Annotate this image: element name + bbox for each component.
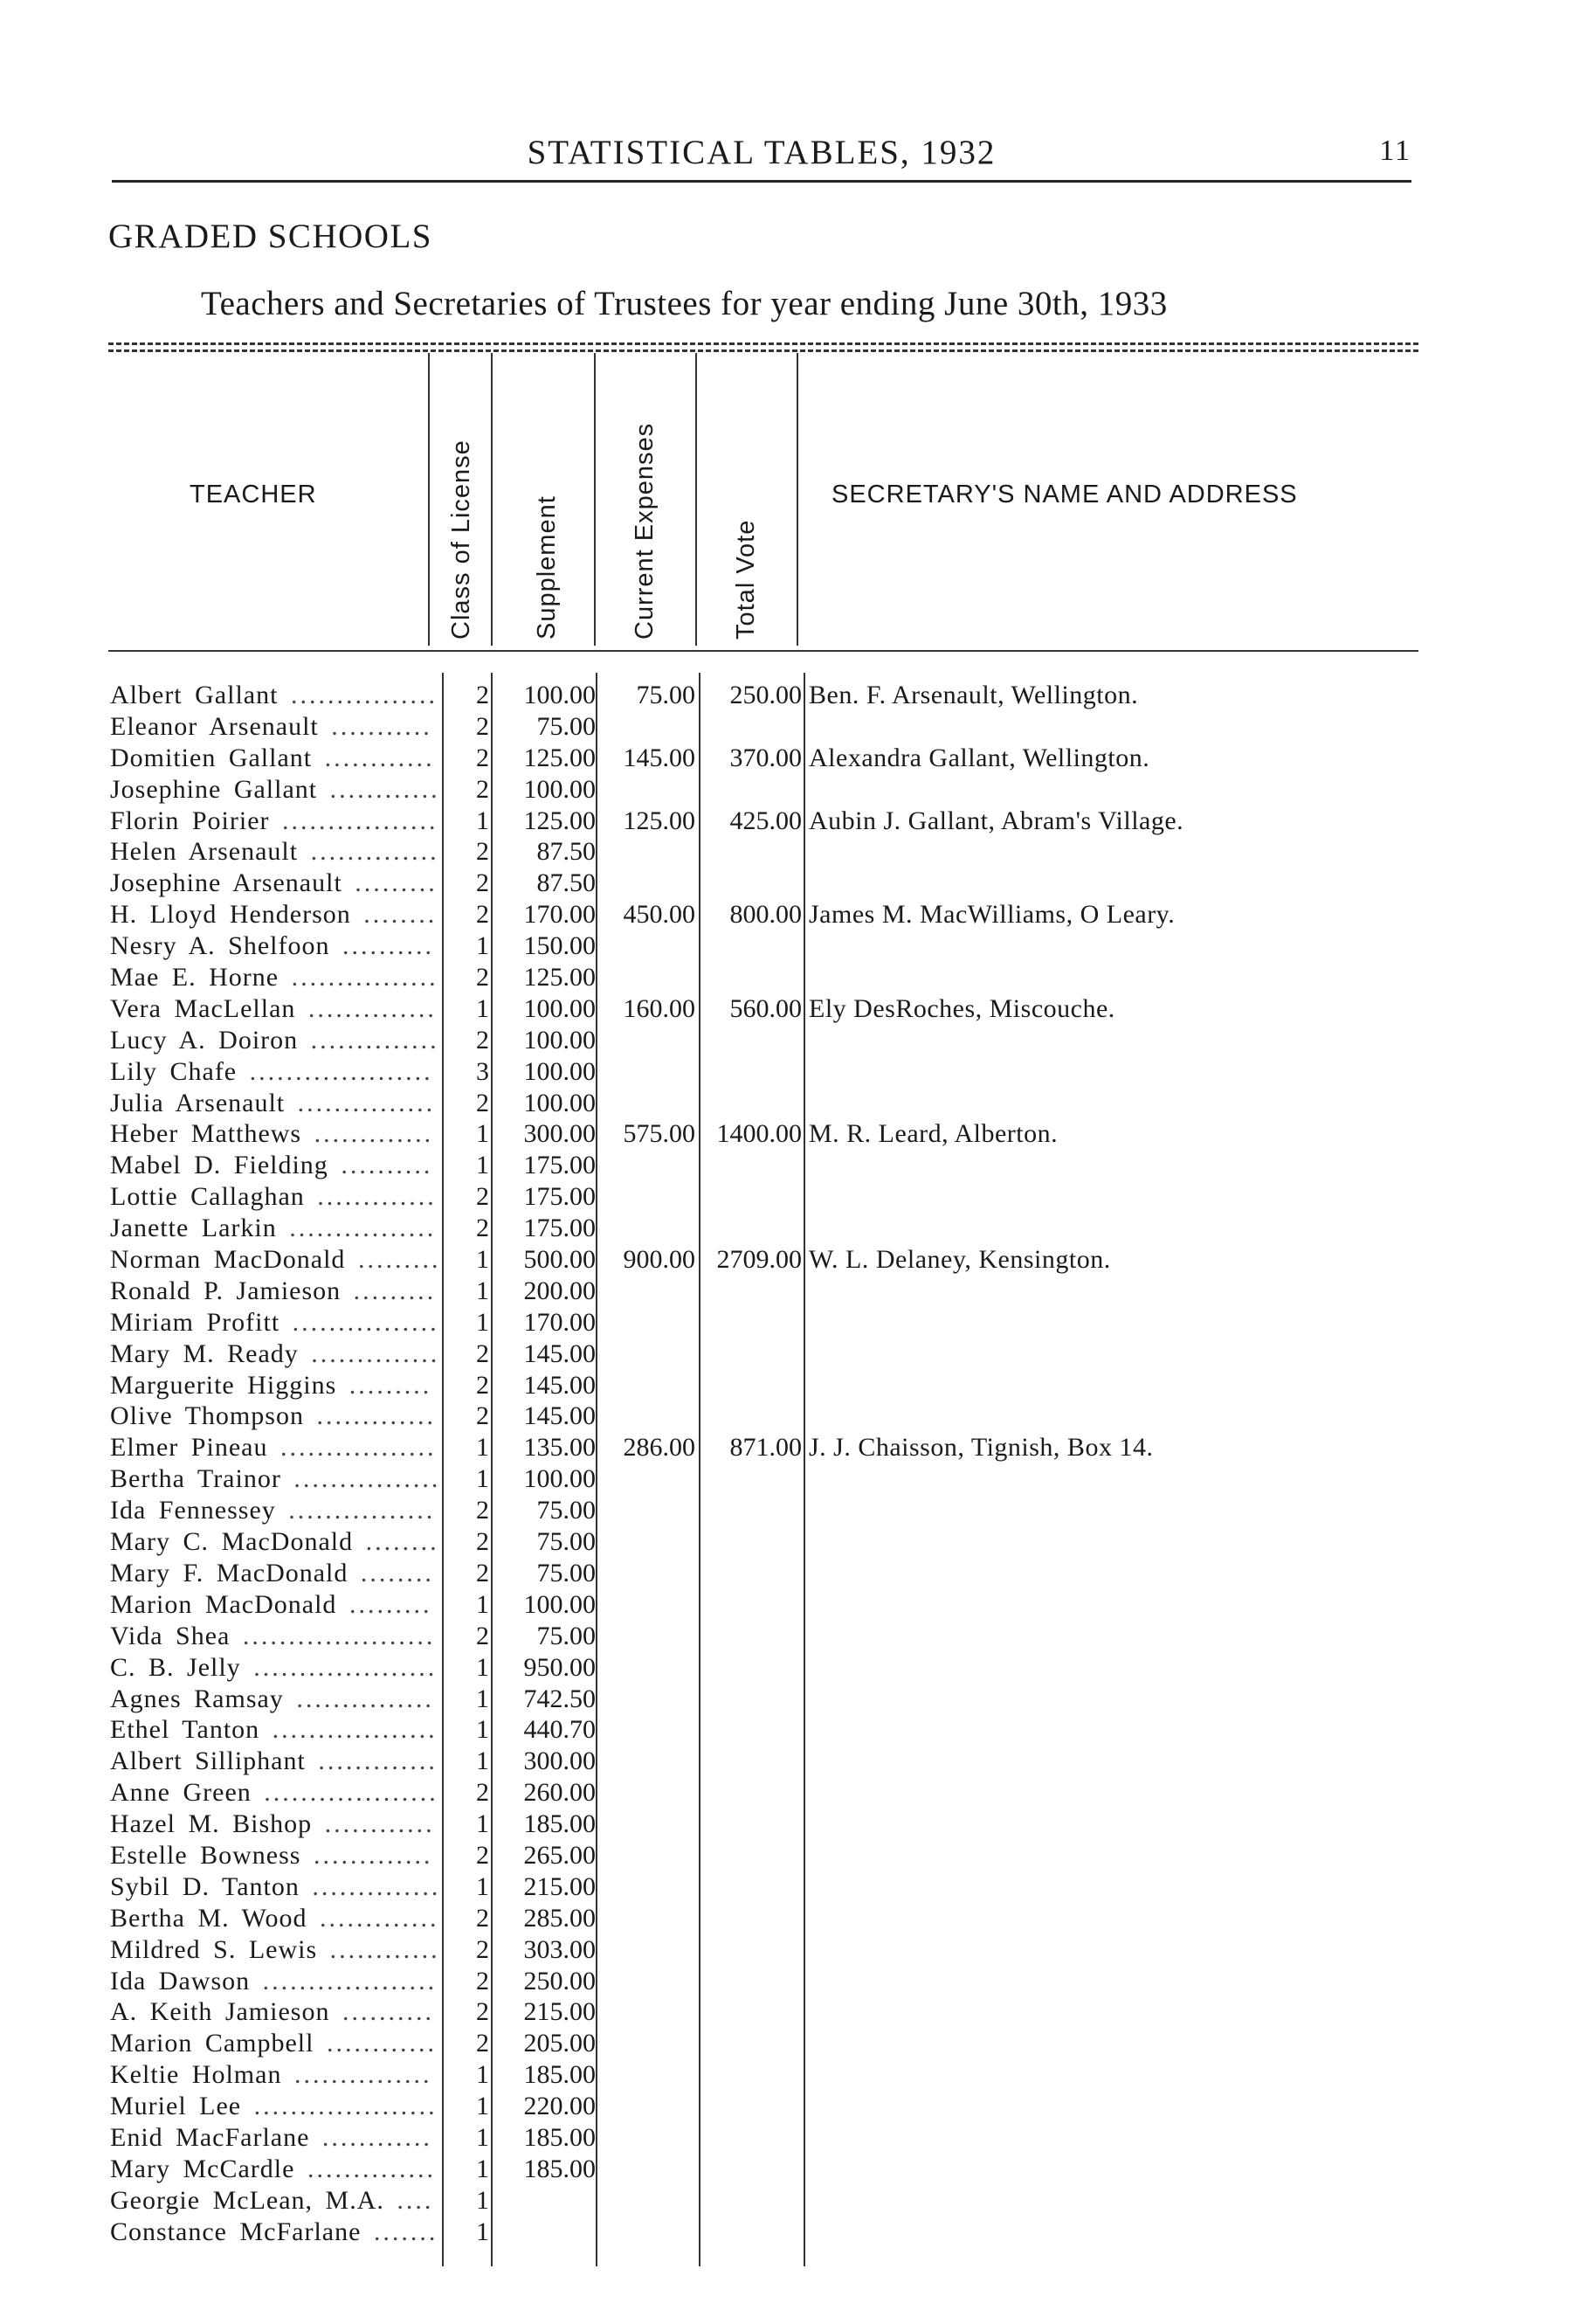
table-row xyxy=(0,1558,1594,1589)
header-rule-4 xyxy=(695,353,697,646)
dot-leader: ................ xyxy=(291,963,438,993)
teacher-name: Janette Larkin ................ xyxy=(110,1214,437,1243)
class-of-license-cell: 1 xyxy=(476,2122,489,2152)
running-head xyxy=(112,131,1411,183)
class-of-license-cell: 2 xyxy=(476,868,489,898)
dot-leader: .................... xyxy=(249,1056,433,1086)
dot-leader: .... xyxy=(397,2185,434,2215)
class-of-license-cell: 1 xyxy=(476,993,489,1023)
table-row xyxy=(0,1244,1594,1276)
teacher-name: Mae E. Horne ................ xyxy=(110,963,438,993)
supplement-cell: 87.50 xyxy=(536,868,596,898)
class-of-license-cell: 2 xyxy=(476,900,489,930)
dot-leader: ................. xyxy=(279,1433,437,1463)
table-row xyxy=(0,2028,1594,2059)
current-expenses-cell: 575.00 xyxy=(623,1119,695,1149)
dot-leader: .................... xyxy=(253,2092,438,2121)
teacher-name: Josephine Gallant ............ xyxy=(110,774,440,804)
dot-leader: ................ xyxy=(293,1464,440,1494)
supplement-cell: 100.00 xyxy=(523,681,596,709)
dot-leader: ................ xyxy=(289,1214,437,1243)
class-of-license-cell: 2 xyxy=(476,1966,489,1995)
table-row xyxy=(0,868,1594,899)
class-of-license-cell: 1 xyxy=(476,1715,489,1745)
teacher-name: Mary McCardle .............. xyxy=(110,2154,436,2183)
class-of-license-cell: 2 xyxy=(476,1934,489,1964)
table-row xyxy=(0,930,1594,962)
dot-leader: ................. xyxy=(282,806,438,835)
supplement-cell: 75.00 xyxy=(536,1621,596,1650)
teacher-name: A. Keith Jamieson .......... xyxy=(110,1997,434,2027)
teacher-name: Hazel M. Bishop ............ xyxy=(110,1809,435,1839)
dot-leader: ............... xyxy=(297,1088,436,1117)
supplement-cell: 100.00 xyxy=(523,1464,596,1494)
teacher-name: C. B. Jelly .................... xyxy=(110,1652,438,1682)
supplement-cell: 150.00 xyxy=(523,931,596,961)
class-of-license-cell: 1 xyxy=(476,1119,489,1149)
supplement-cell: 250.00 xyxy=(523,1966,596,1995)
teacher-name: Heber Matthews ............. xyxy=(110,1119,434,1149)
current-expenses-cell: 145.00 xyxy=(623,743,695,772)
teacher-name: Helen Arsenault .............. xyxy=(110,837,439,867)
header-teacher: TEACHER xyxy=(190,481,317,508)
dot-leader: ........ xyxy=(360,1558,434,1587)
supplement-cell: 100.00 xyxy=(523,1025,596,1055)
dot-leader: .............. xyxy=(312,1871,440,1901)
total-vote-cell: 370.00 xyxy=(729,743,802,772)
teacher-name: Josephine Arsenault ......... xyxy=(110,868,438,898)
secretary-cell: James M. MacWilliams, O Leary. xyxy=(809,900,1176,930)
table-row xyxy=(0,1714,1594,1746)
total-vote-cell: 250.00 xyxy=(729,681,802,709)
table-row xyxy=(0,2122,1594,2154)
dot-leader: ........ xyxy=(363,900,438,930)
header-rule-5 xyxy=(797,353,798,646)
teacher-name: Lucy A. Doiron .............. xyxy=(110,1025,439,1055)
supplement-cell: 75.00 xyxy=(536,1558,596,1587)
secretary-cell: M. R. Leard, Alberton. xyxy=(809,1119,1059,1149)
class-of-license-cell: 1 xyxy=(476,806,489,835)
table-row xyxy=(0,1621,1594,1652)
dot-leader: ......... xyxy=(353,1276,437,1305)
secretary-cell: J. J. Chaisson, Tignish, Box 14. xyxy=(809,1433,1154,1463)
supplement-cell: 185.00 xyxy=(523,2060,596,2090)
teacher-name: Lily Chafe .................... xyxy=(110,1056,433,1086)
dot-leader: ............... xyxy=(296,1684,434,1713)
teacher-name: Albert Gallant ................ xyxy=(110,681,438,709)
header-secretary: SECRETARY'S NAME AND ADDRESS xyxy=(832,481,1298,508)
dot-leader: ................... xyxy=(262,1966,438,1995)
table-row xyxy=(0,1840,1594,1871)
teacher-name: Estelle Bowness ............. xyxy=(110,1840,433,1870)
supplement-cell: 215.00 xyxy=(523,1871,596,1901)
page-number: 11 xyxy=(1379,135,1411,167)
dot-leader: ............ xyxy=(329,1934,440,1964)
table-row xyxy=(0,1684,1594,1715)
teacher-name: Mildred S. Lewis ............ xyxy=(110,1934,440,1964)
teacher-name: Nesry A. Shelfoon .......... xyxy=(110,931,434,961)
teacher-name: Anne Green ................... xyxy=(110,1778,438,1808)
top-double-rule-1 xyxy=(108,342,1418,345)
class-of-license-cell: 2 xyxy=(476,1621,489,1650)
table-row xyxy=(0,1056,1594,1088)
header-rule-3 xyxy=(594,353,596,646)
class-of-license-cell: 1 xyxy=(476,1652,489,1682)
header-total-vote: Total Vote xyxy=(732,519,760,640)
secretary-cell: Alexandra Gallant, Wellington. xyxy=(809,743,1150,772)
class-of-license-cell: 2 xyxy=(476,1903,489,1933)
supplement-cell: 75.00 xyxy=(536,1496,596,1525)
table-row xyxy=(0,1934,1594,1966)
supplement-cell: 185.00 xyxy=(523,2122,596,2152)
supplement-cell: 175.00 xyxy=(523,1151,596,1180)
secretary-cell: Ely DesRoches, Miscouche. xyxy=(809,993,1115,1023)
table-subtitle: Teachers and Secretaries of Trustees for year ending June 30th, 1933 xyxy=(201,285,1168,322)
dot-leader: ............ xyxy=(326,2029,437,2058)
table-row xyxy=(0,1307,1594,1338)
dot-leader: ................ xyxy=(288,1496,436,1525)
dot-leader: .............. xyxy=(310,837,439,867)
table-row xyxy=(0,806,1594,837)
table-row xyxy=(0,1809,1594,1840)
class-of-license-cell: 1 xyxy=(476,2217,489,2246)
supplement-cell: 145.00 xyxy=(523,1401,596,1431)
dot-leader: ............ xyxy=(329,774,440,804)
teacher-name: Mary C. MacDonald ........ xyxy=(110,1527,439,1557)
dot-leader: ................... xyxy=(264,1778,438,1808)
teacher-name: Bertha Trainor ................ xyxy=(110,1464,440,1494)
dot-leader: ............ xyxy=(324,743,435,772)
teacher-name: Keltie Holman ............... xyxy=(110,2060,432,2090)
class-of-license-cell: 1 xyxy=(476,1245,489,1275)
running-title: STATISTICAL TABLES, 1932 xyxy=(527,134,997,171)
dot-leader: ............. xyxy=(313,1840,433,1870)
table-row xyxy=(0,1903,1594,1934)
class-of-license-cell: 2 xyxy=(476,1025,489,1055)
class-of-license-cell: 2 xyxy=(476,1370,489,1400)
table-row xyxy=(0,2217,1594,2248)
table-row xyxy=(0,1370,1594,1401)
supplement-cell: 145.00 xyxy=(523,1338,596,1368)
teacher-name: Muriel Lee .................... xyxy=(110,2092,438,2121)
table-row xyxy=(0,711,1594,743)
dot-leader: ............ xyxy=(324,1809,435,1839)
supplement-cell: 300.00 xyxy=(523,1746,596,1776)
supplement-cell: 75.00 xyxy=(536,1527,596,1557)
class-of-license-cell: 2 xyxy=(476,743,489,772)
table-row xyxy=(0,1432,1594,1463)
current-expenses-cell: 160.00 xyxy=(623,993,695,1023)
teacher-name: Domitien Gallant ............ xyxy=(110,743,435,772)
class-of-license-cell: 2 xyxy=(476,1558,489,1587)
table-row xyxy=(0,1871,1594,1903)
teacher-name: Ethel Tanton .................. xyxy=(110,1715,438,1745)
teacher-name: Elmer Pineau ................. xyxy=(110,1433,437,1463)
supplement-cell: 440.70 xyxy=(523,1715,596,1745)
class-of-license-cell: 3 xyxy=(476,1056,489,1086)
class-of-license-cell: 2 xyxy=(476,1088,489,1117)
dot-leader: ......... xyxy=(348,1370,432,1400)
header-class-of-license: Class of License xyxy=(447,439,475,640)
table-row xyxy=(0,1088,1594,1119)
table-row xyxy=(0,899,1594,930)
class-of-license-cell: 1 xyxy=(476,1151,489,1180)
supplement-cell: 75.00 xyxy=(536,711,596,741)
supplement-cell: 205.00 xyxy=(523,2029,596,2058)
table-row xyxy=(0,1150,1594,1181)
current-expenses-cell: 286.00 xyxy=(623,1433,695,1463)
current-expenses-cell: 75.00 xyxy=(636,681,695,709)
teacher-name: Mary M. Ready .............. xyxy=(110,1338,440,1368)
header-rule-2 xyxy=(491,353,493,646)
dot-leader: ........ xyxy=(365,1527,439,1557)
table-row xyxy=(0,1652,1594,1684)
dot-leader: .............. xyxy=(307,2154,436,2183)
class-of-license-cell: 1 xyxy=(476,1276,489,1305)
supplement-cell: 100.00 xyxy=(523,1088,596,1117)
dot-leader: ......... xyxy=(357,1245,440,1275)
teacher-name: Sybil D. Tanton .............. xyxy=(110,1871,440,1901)
dot-leader: ..................... xyxy=(242,1621,436,1650)
class-of-license-cell: 1 xyxy=(476,2185,489,2215)
class-of-license-cell: 2 xyxy=(476,1214,489,1243)
table-row xyxy=(0,1746,1594,1777)
class-of-license-cell: 1 xyxy=(476,1589,489,1619)
table-row xyxy=(0,993,1594,1025)
table-row xyxy=(0,1181,1594,1213)
table-row xyxy=(0,1526,1594,1558)
supplement-cell: 285.00 xyxy=(523,1903,596,1933)
current-expenses-cell: 125.00 xyxy=(623,806,695,835)
teacher-name: Constance McFarlane ....... xyxy=(110,2217,438,2246)
class-of-license-cell: 2 xyxy=(476,1401,489,1431)
supplement-cell: 100.00 xyxy=(523,774,596,804)
dot-leader: .............. xyxy=(311,1338,440,1368)
teacher-name: Mary F. MacDonald ........ xyxy=(110,1558,434,1587)
teacher-name: Norman MacDonald ......... xyxy=(110,1245,440,1275)
supplement-cell: 185.00 xyxy=(523,1809,596,1839)
teacher-name: Enid MacFarlane ............ xyxy=(110,2122,432,2152)
teacher-name: Eleanor Arsenault ........... xyxy=(110,711,432,741)
class-of-license-cell: 2 xyxy=(476,1997,489,2027)
secretary-cell: W. L. Delaney, Kensington. xyxy=(809,1245,1111,1275)
class-of-license-cell: 2 xyxy=(476,1338,489,1368)
table-row xyxy=(0,1495,1594,1526)
section-title: GRADED SCHOOLS xyxy=(108,218,432,255)
teacher-name: Florin Poirier ................. xyxy=(110,806,438,835)
teacher-name: Bertha M. Wood ............. xyxy=(110,1903,439,1933)
header-rule-1 xyxy=(428,353,430,646)
teacher-name: Ronald P. Jamieson ......... xyxy=(110,1276,437,1305)
teacher-name: Vera MacLellan .............. xyxy=(110,993,437,1023)
table-row xyxy=(0,1996,1594,2028)
dot-leader: .............. xyxy=(310,1025,439,1055)
dot-leader: ............. xyxy=(316,1401,436,1431)
secretary-cell: Aubin J. Gallant, Abram's Village. xyxy=(809,806,1184,835)
class-of-license-cell: 2 xyxy=(476,963,489,993)
total-vote-cell: 425.00 xyxy=(729,806,802,835)
teacher-name: Ida Dawson ................... xyxy=(110,1966,438,1995)
teacher-name: Mabel D. Fielding .......... xyxy=(110,1151,433,1180)
table-row xyxy=(0,2154,1594,2185)
class-of-license-cell: 2 xyxy=(476,774,489,804)
table-row xyxy=(0,1966,1594,1997)
supplement-cell: 300.00 xyxy=(523,1119,596,1149)
class-of-license-cell: 1 xyxy=(476,931,489,961)
supplement-cell: 87.50 xyxy=(536,837,596,867)
supplement-cell: 200.00 xyxy=(523,1276,596,1305)
class-of-license-cell: 1 xyxy=(476,1464,489,1494)
teacher-name: Marguerite Higgins ......... xyxy=(110,1370,432,1400)
teacher-name: Georgie McLean, M.A. .... xyxy=(110,2185,434,2215)
teacher-name: Marion Campbell ............ xyxy=(110,2029,437,2058)
dot-leader: ......... xyxy=(348,1589,432,1619)
class-of-license-cell: 1 xyxy=(476,2154,489,2183)
dot-leader: ........... xyxy=(331,711,432,741)
class-of-license-cell: 1 xyxy=(476,1871,489,1901)
dot-leader: ............... xyxy=(293,2060,432,2090)
teacher-name: Albert Silliphant ............. xyxy=(110,1746,438,1776)
class-of-license-cell: 2 xyxy=(476,711,489,741)
table-row xyxy=(0,1777,1594,1809)
class-of-license-cell: 2 xyxy=(476,2029,489,2058)
dot-leader: ............. xyxy=(318,1746,438,1776)
dot-leader: .......... xyxy=(341,1151,433,1180)
supplement-cell: 500.00 xyxy=(523,1245,596,1275)
table-row xyxy=(0,1589,1594,1621)
class-of-license-cell: 1 xyxy=(476,1746,489,1776)
header-bottom-rule xyxy=(108,650,1418,652)
table-row xyxy=(0,680,1594,711)
teacher-name: Agnes Ramsay ............... xyxy=(110,1684,434,1713)
supplement-cell: 125.00 xyxy=(523,806,596,835)
class-of-license-cell: 1 xyxy=(476,2060,489,2090)
table-body xyxy=(0,680,1594,2248)
supplement-cell: 185.00 xyxy=(523,2154,596,2183)
table-row xyxy=(0,1276,1594,1307)
table-row xyxy=(0,1213,1594,1244)
table-row xyxy=(0,1338,1594,1370)
class-of-license-cell: 1 xyxy=(476,1684,489,1713)
supplement-cell: 220.00 xyxy=(523,2092,596,2121)
teacher-name: Olive Thompson ............. xyxy=(110,1401,436,1431)
table-row xyxy=(0,1463,1594,1495)
header-supplement: Supplement xyxy=(533,495,561,640)
supplement-cell: 125.00 xyxy=(523,743,596,772)
supplement-cell: 100.00 xyxy=(523,993,596,1023)
secretary-cell: Ben. F. Arsenault, Wellington. xyxy=(809,681,1139,709)
teacher-name: Lottie Callaghan ............. xyxy=(110,1182,437,1212)
top-double-rule-2 xyxy=(108,349,1418,352)
current-expenses-cell: 900.00 xyxy=(623,1245,695,1275)
supplement-cell: 170.00 xyxy=(523,900,596,930)
class-of-license-cell: 1 xyxy=(476,2092,489,2121)
supplement-cell: 175.00 xyxy=(523,1182,596,1212)
teacher-name: Miriam Profitt ................ xyxy=(110,1307,439,1337)
supplement-cell: 170.00 xyxy=(523,1307,596,1337)
dot-leader: .......... xyxy=(342,931,434,961)
dot-leader: ............ xyxy=(321,2122,432,2152)
current-expenses-cell: 450.00 xyxy=(623,900,695,930)
class-of-license-cell: 1 xyxy=(476,1809,489,1839)
supplement-cell: 742.50 xyxy=(523,1684,596,1713)
total-vote-cell: 2709.00 xyxy=(716,1245,802,1275)
total-vote-cell: 1400.00 xyxy=(716,1119,802,1149)
supplement-cell: 100.00 xyxy=(523,1589,596,1619)
table-row xyxy=(0,836,1594,868)
class-of-license-cell: 2 xyxy=(476,681,489,709)
class-of-license-cell: 2 xyxy=(476,837,489,867)
dot-leader: ............. xyxy=(320,1903,439,1933)
supplement-cell: 125.00 xyxy=(523,963,596,993)
supplement-cell: 215.00 xyxy=(523,1997,596,2027)
dot-leader: ............. xyxy=(317,1182,437,1212)
total-vote-cell: 560.00 xyxy=(729,993,802,1023)
dot-leader: ............. xyxy=(314,1119,434,1149)
teacher-name: Vida Shea ..................... xyxy=(110,1621,436,1650)
dot-leader: ................ xyxy=(292,1307,439,1337)
total-vote-cell: 800.00 xyxy=(729,900,802,930)
table-row xyxy=(0,743,1594,774)
teacher-name: H. Lloyd Henderson ........ xyxy=(110,900,438,930)
supplement-cell: 950.00 xyxy=(523,1652,596,1682)
dot-leader: .......... xyxy=(342,1997,434,2027)
dot-leader: .............. xyxy=(307,993,437,1023)
dot-leader: ....... xyxy=(373,2217,438,2246)
class-of-license-cell: 1 xyxy=(476,1307,489,1337)
table-row xyxy=(0,2091,1594,2122)
table-row xyxy=(0,2185,1594,2217)
table-row xyxy=(0,1401,1594,1432)
supplement-cell: 265.00 xyxy=(523,1840,596,1870)
dot-leader: .................... xyxy=(253,1652,438,1682)
supplement-cell: 100.00 xyxy=(523,1056,596,1086)
class-of-license-cell: 1 xyxy=(476,1433,489,1463)
class-of-license-cell: 2 xyxy=(476,1182,489,1212)
supplement-cell: 175.00 xyxy=(523,1214,596,1243)
supplement-cell: 303.00 xyxy=(523,1934,596,1964)
dot-leader: ......... xyxy=(355,868,438,898)
dot-leader: .................. xyxy=(272,1715,438,1745)
class-of-license-cell: 2 xyxy=(476,1527,489,1557)
teacher-name: Ida Fennessey ................ xyxy=(110,1496,436,1525)
table-row xyxy=(0,774,1594,806)
teacher-name: Marion MacDonald ......... xyxy=(110,1589,432,1619)
table-row xyxy=(0,1025,1594,1056)
class-of-license-cell: 2 xyxy=(476,1778,489,1808)
table-row xyxy=(0,2059,1594,2091)
total-vote-cell: 871.00 xyxy=(729,1433,802,1463)
class-of-license-cell: 2 xyxy=(476,1840,489,1870)
supplement-cell: 260.00 xyxy=(523,1778,596,1808)
supplement-cell: 135.00 xyxy=(523,1433,596,1463)
dot-leader: ................ xyxy=(290,681,438,709)
table-row xyxy=(0,1118,1594,1150)
class-of-license-cell: 2 xyxy=(476,1496,489,1525)
header-current-expenses: Current Expenses xyxy=(631,422,659,640)
teacher-name: Julia Arsenault ............... xyxy=(110,1088,436,1117)
table-row xyxy=(0,962,1594,993)
supplement-cell: 145.00 xyxy=(523,1370,596,1400)
